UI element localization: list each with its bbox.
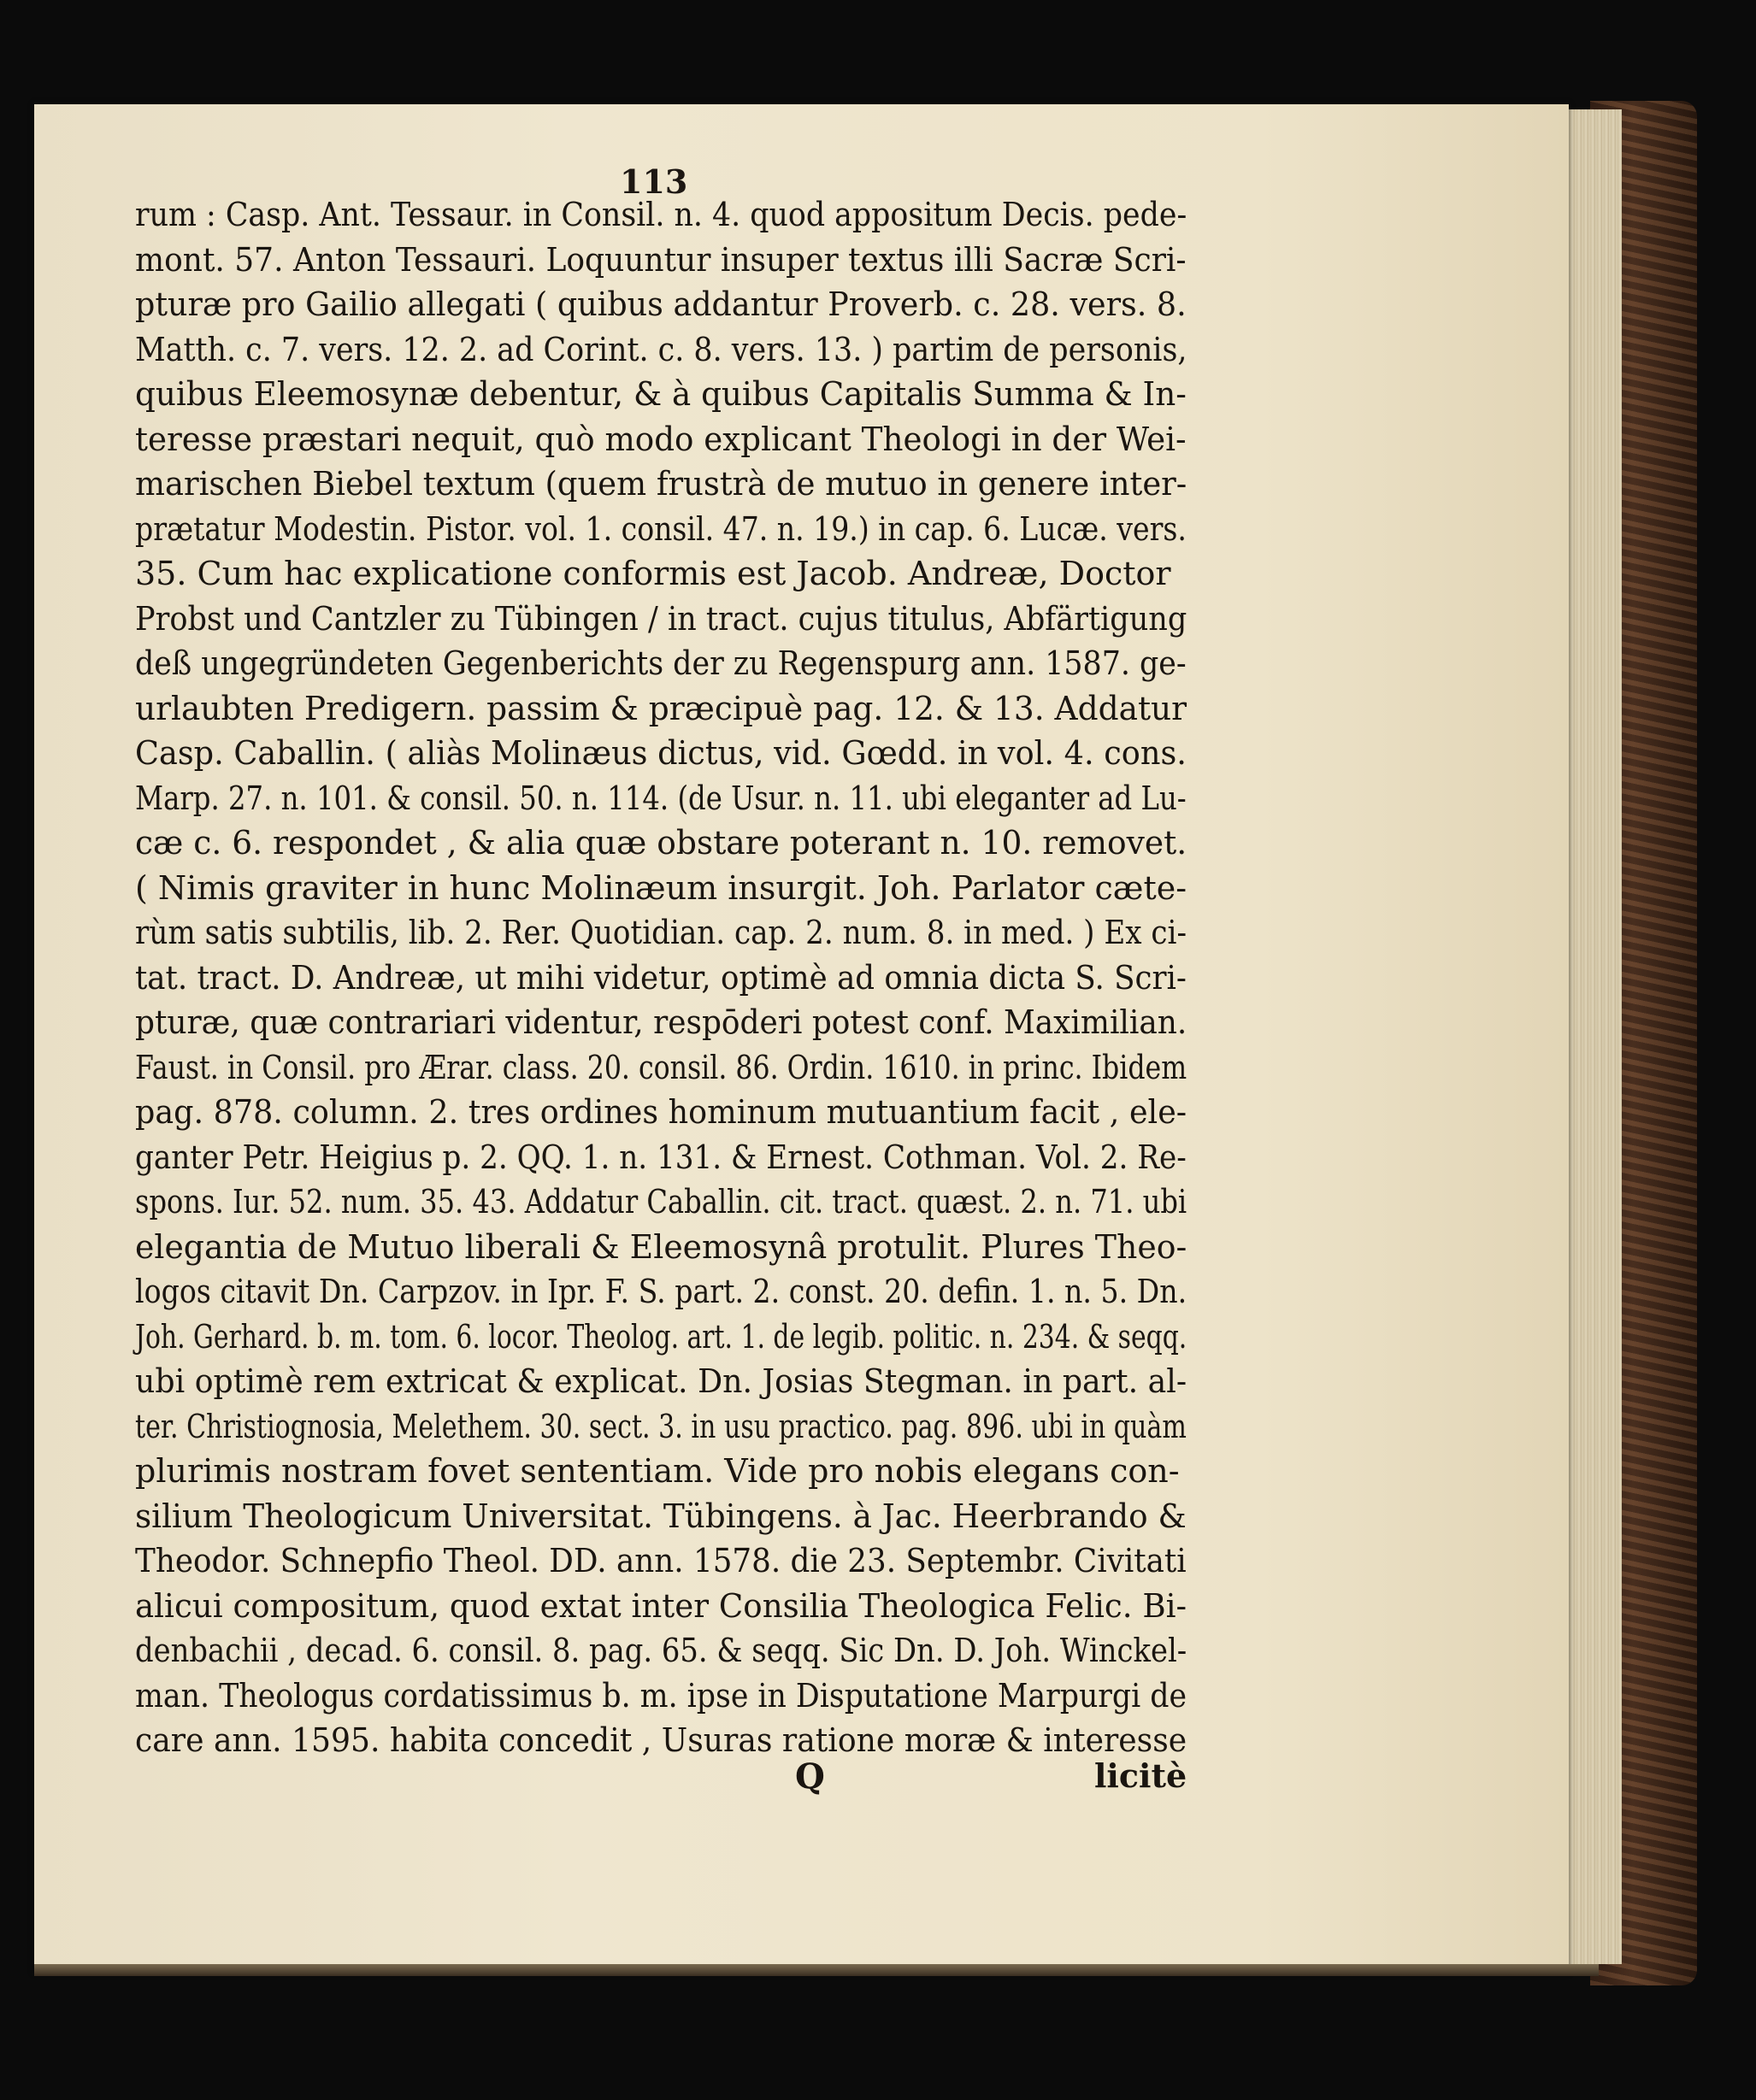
text-line: denbachii , decad. 6. consil. 8. pag. 65. & seqq. Sic Dn. D. Joh. Winckel-	[135, 1632, 1187, 1669]
text-line: spons. Iur. 52. num. 35. 43. Addatur Caballin. cit. tract. quæst. 2. n. 71. ubi	[135, 1183, 1187, 1221]
text-line: Marp. 27. n. 101. & consil. 50. n. 114. (de Usur. n. 11. ubi eleganter ad Lu-	[135, 779, 1187, 817]
text-line: Matth. c. 7. vers. 12. 2. ad Corint. c. 8. vers. 13. ) partim de personis,	[135, 330, 1187, 368]
text-line: alicui compositum, quod extat inter Consilia Theologica Felic. Bi-	[135, 1586, 1187, 1625]
text-line: 35. Cum hac explicatione conformis est Jacob. Andreæ, Doctor	[135, 555, 1171, 592]
text-line: teresse præstari nequit, quò modo explicant Theologi in der Wei-	[135, 420, 1187, 458]
book-bottom-edge	[34, 1964, 1599, 1976]
text-line: mont. 57. Anton Tessauri. Loquuntur insuper textus illi Sacræ Scri-	[135, 240, 1187, 279]
body-text	[135, 192, 1187, 1763]
text-line: urlaubten Predigern. passim & præcipuè pag. 12. & 13. Addatur	[135, 689, 1187, 727]
text-line: ( Nimis graviter in hunc Molinæum insurgit. Joh. Parlator cæte-	[135, 868, 1187, 907]
catchword: licitè	[1094, 1756, 1187, 1795]
text-line: man. Theologus cordatissimus b. m. ipse in Disputatione Marpurgi de	[135, 1676, 1187, 1715]
text-line: silium Theologicum Universitat. Tübingens. à Jac. Heerbrando &	[135, 1497, 1187, 1535]
text-line: care ann. 1595. habita concedit , Usuras ratione moræ & interesse	[135, 1721, 1187, 1759]
text-line: Probst und Cantzler zu Tübingen / in tract. cujus titulus, Abfärtigung	[135, 599, 1187, 638]
text-line: Casp. Caballin. ( aliàs Molinæus dictus, vid. Gœdd. in vol. 4. cons.	[135, 734, 1187, 772]
text-line: logos citavit Dn. Carpzov. in Ipr. F. S. part. 2. const. 20. defin. 1. n. 5. Dn.	[135, 1273, 1187, 1310]
text-line: pag. 878. column. 2. tres ordines hominum mutuantium facit , ele-	[135, 1093, 1187, 1131]
text-line: marischen Biebel textum (quem frustrà de mutuo in genere inter-	[135, 465, 1187, 503]
text-line: quibus Eleemosynæ debentur, & à quibus Capitalis Summa & In-	[135, 375, 1187, 413]
signature-mark: Q	[795, 1756, 825, 1797]
text-line: deß ungegründeten Gegenberichts der zu Regenspurg ann. 1587. ge-	[135, 644, 1187, 682]
text-line: ganter Petr. Heigius p. 2. QQ. 1. n. 131. & Ernest. Cothman. Vol. 2. Re-	[135, 1138, 1187, 1176]
text-line: Faust. in Consil. pro Ærar. class. 20. consil. 86. Ordin. 1610. in princ. Ibidem	[135, 1048, 1187, 1086]
text-line: pturæ pro Gailio allegati ( quibus addantur Proverb. c. 28. vers. 8.	[135, 285, 1187, 323]
text-line: prætatur Modestin. Pistor. vol. 1. consil. 47. n. 19.) in cap. 6. Lucæ. vers.	[135, 509, 1187, 548]
text-line: rum : Casp. Ant. Tessaur. in Consil. n. 4. quod appositum Decis. pede-	[135, 196, 1187, 233]
text-line: plurimis nostram fovet sententiam. Vide pro nobis elegans con-	[135, 1452, 1180, 1490]
text-line: rùm satis subtilis, lib. 2. Rer. Quotidian. cap. 2. num. 8. in med. ) Ex ci-	[135, 914, 1187, 951]
text-line: cæ c. 6. respondet , & alia quæ obstare poterant n. 10. removet.	[135, 824, 1187, 862]
text-line: ter. Christiognosia, Melethem. 30. sect. 3. in usu practico. pag. 896. ubi in quàm	[135, 1407, 1187, 1445]
text-line: tat. tract. D. Andreæ, ut mihi videtur, optimè ad omnia dicta S. Scri-	[135, 958, 1187, 997]
text-line: Theodor. Schnepfio Theol. DD. ann. 1578. die 23. Septembr. Civitati	[135, 1542, 1187, 1579]
text-line: Joh. Gerhard. b. m. tom. 6. locor. Theolog. art. 1. de legib. politic. n. 234. & seqq.	[135, 1317, 1187, 1356]
text-line: elegantia de Mutuo liberali & Eleemosynâ protulit. Plures Theo-	[135, 1227, 1187, 1266]
page-number: 113	[620, 162, 688, 201]
text-line: ubi optimè rem extricat & explicat. Dn. Josias Stegman. in part. al-	[135, 1362, 1187, 1400]
text-line: pturæ, quæ contrariari videntur, respōderi potest conf. Maximilian.	[135, 1003, 1187, 1041]
